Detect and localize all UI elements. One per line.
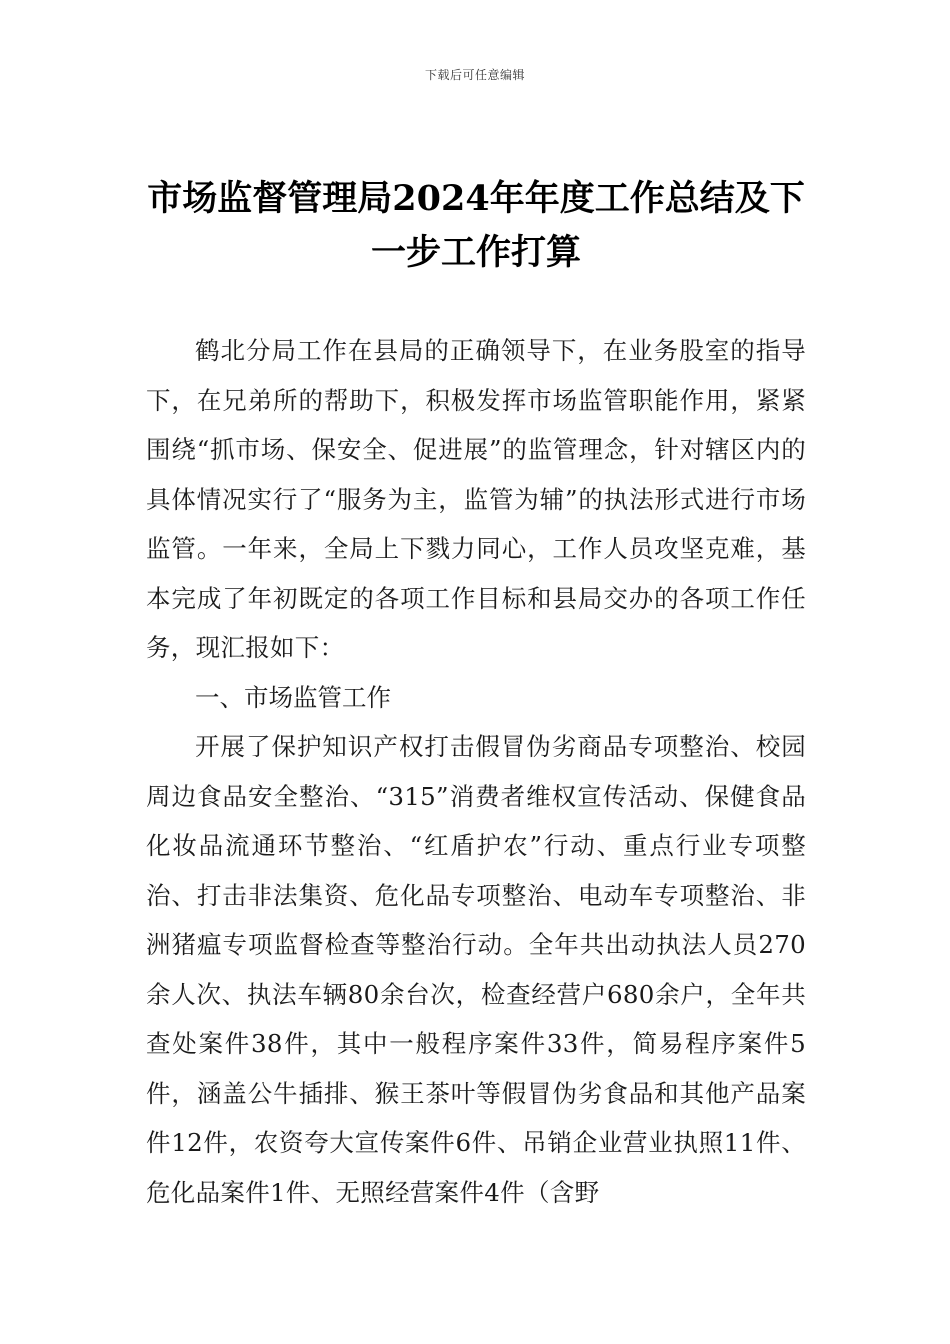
section-heading-market-supervision: 一、市场监管工作 xyxy=(195,682,391,712)
header-note: 下载后可任意编辑 xyxy=(424,68,525,82)
document-body xyxy=(146,326,806,1217)
document-title: 市场监督管理局2024年年度工作总结及下一步工作打算 xyxy=(147,178,805,273)
intro-paragraph: 鹤北分局工作在县局的正确领导下，在业务股室的指导下，在兄弟所的帮助下，积极发挥市场监管职能作用，紧紧围绕“抓市场、保安全、促进展”的监管理念，针对辖区内的具体情况实行了“服务为主，监管为辅”的执法形式进行市场监管。一年来，全局上下戮力同心，工作人员攻坚克难，基本完成了年初既定的各项工作目标和县局交办的各项工作任务，现汇报如下： xyxy=(146,336,806,662)
market-supervision-paragraph: 开展了保护知识产权打击假冒伪劣商品专项整治、校园周边食品安全整治、“315”消费者维权宣传活动、保健食品化妆品流通环节整治、“红盾护农”行动、重点行业专项整治、打击非法集资、危化品专项整治、电动车专项整治、非洲猪瘟专项监督检查等整治行动。全年共出动执法人员270余人次、执法车辆80余台次，检查经营户680余户，全年共查处案件38件，其中一般程序案件33件，简易程序案件5件，涵盖公牛插排、猴王茶叶等假冒伪劣食品和其他产品案件12件，农资夸大宣传案件6件、吊销企业营业执照11件、危化品案件1件、无照经营案件4件（含野 xyxy=(146,732,806,1207)
